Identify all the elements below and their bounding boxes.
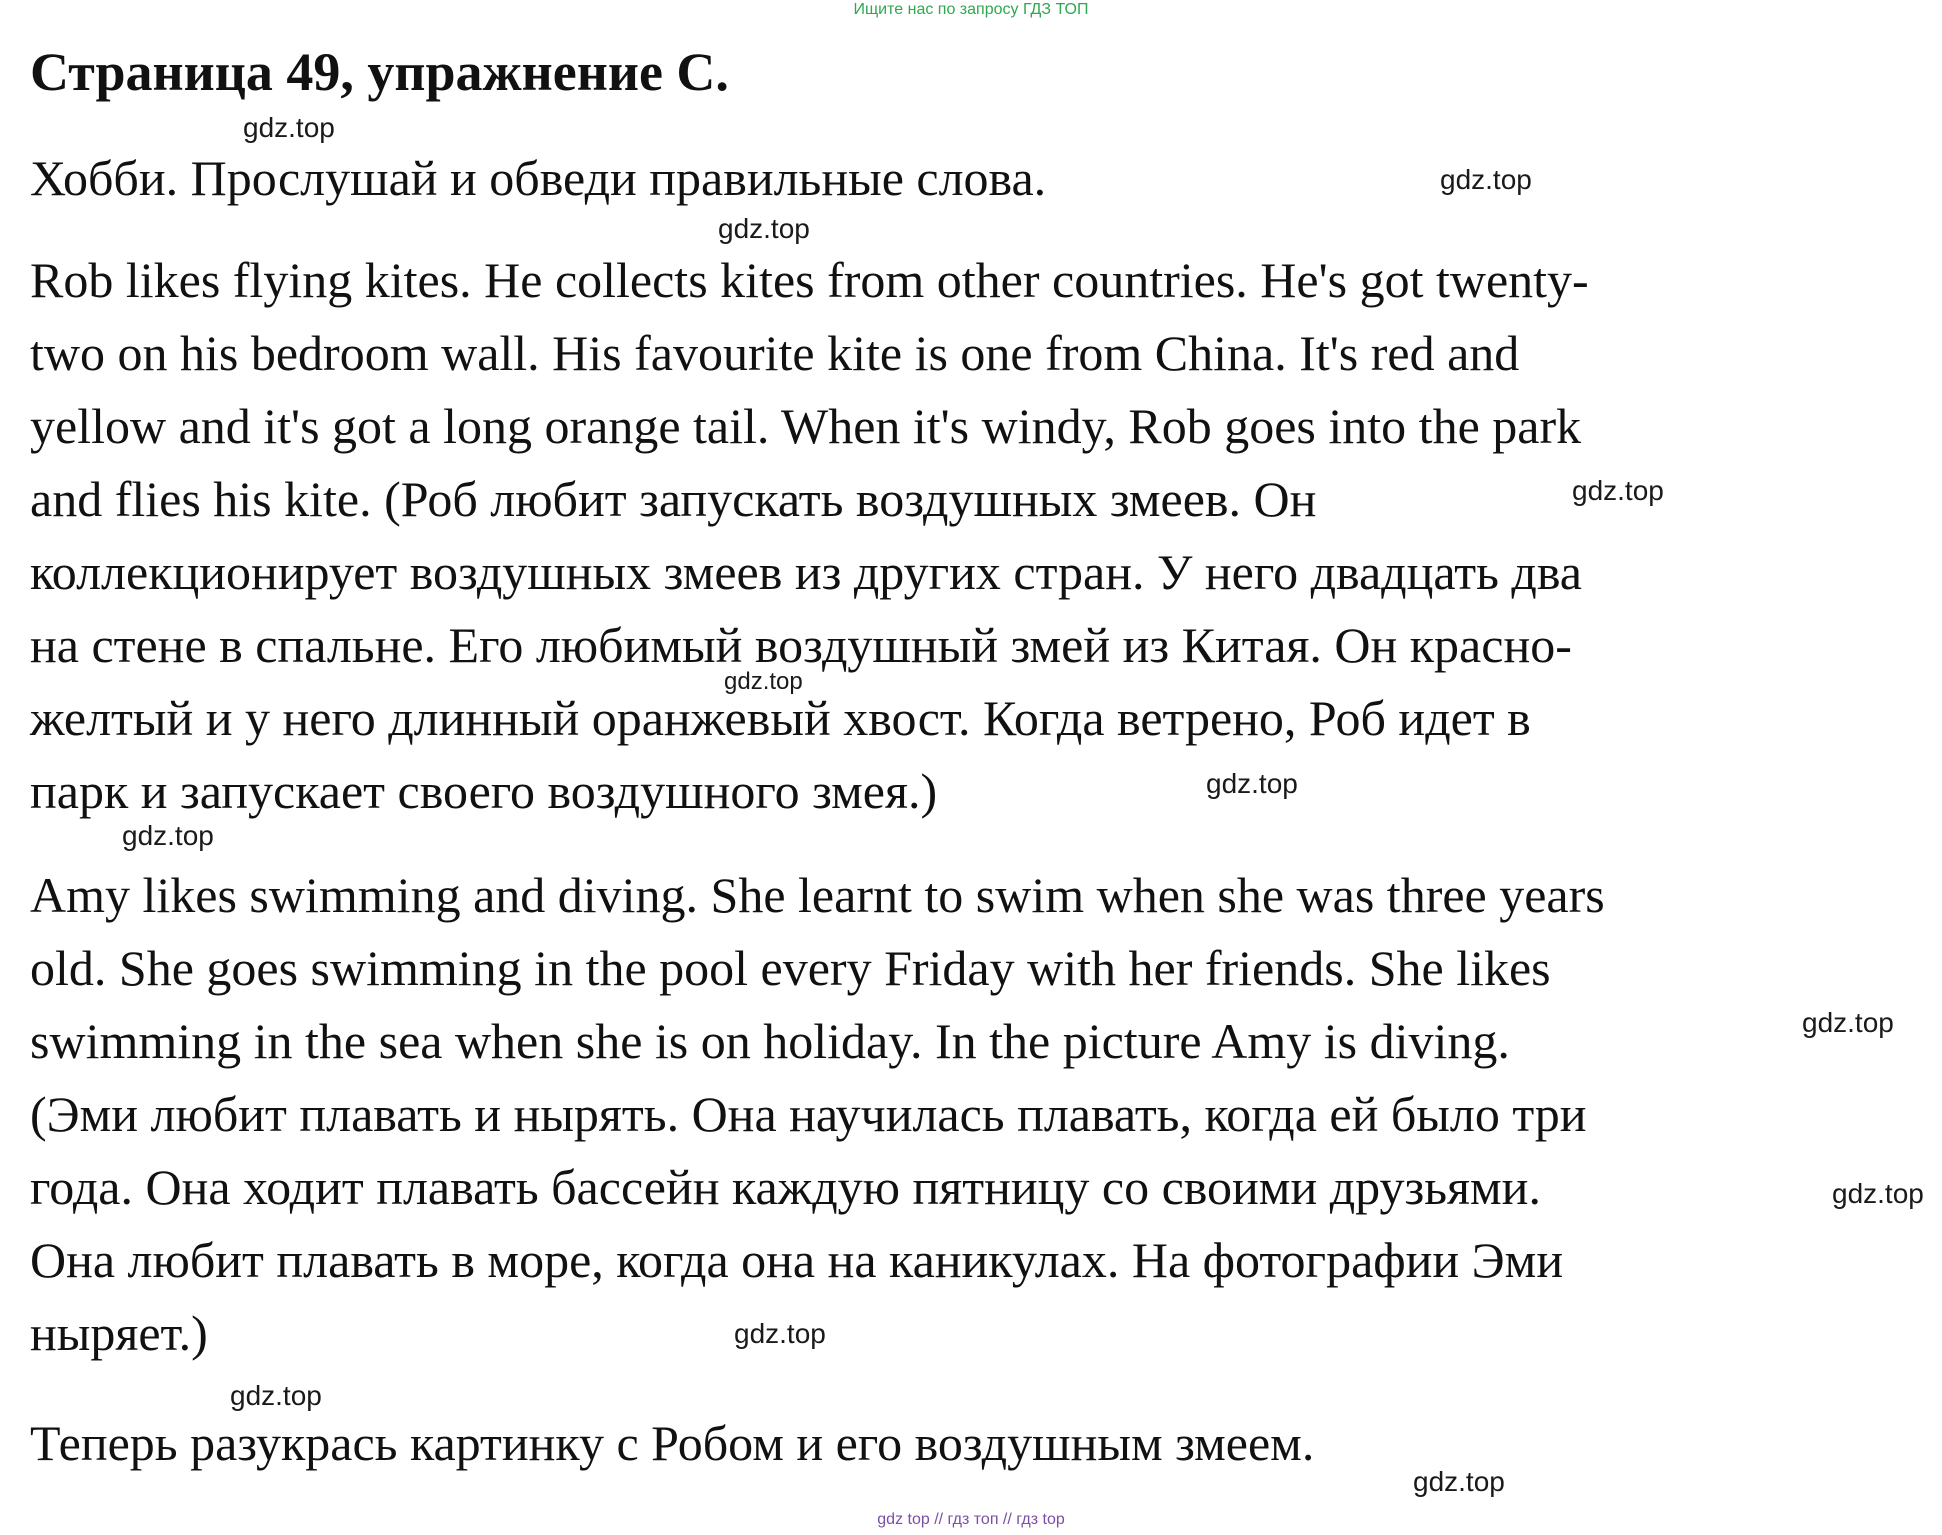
text-line: на стене в спальне. Его любимый воздушный змей из Китая. Он красно- [30,617,1572,673]
watermark: gdz.top [1206,768,1298,799]
watermark: gdz.top [243,112,335,143]
watermark: gdz.top [1440,164,1532,195]
page-title: Страница 49, упражнение C. [30,42,729,102]
text-line: года. Она ходит плавать бассейн каждую пятницу со своими друзьями. [30,1159,1541,1215]
text-line: коллекционирует воздушных змеев из других стран. У него двадцать два [30,544,1583,600]
text-line: swimming in the sea when she is on holiday. In the picture Amy is diving. [30,1013,1510,1069]
text-line: желтый и у него длинный оранжевый хвост. Когда ветрено, Роб идет в [30,690,1531,746]
text-line: Rob likes flying kites. He collects kites from other countries. He's got twenty- [30,252,1589,308]
text-line: old. She goes swimming in the pool every Friday with her friends. She likes [30,940,1551,996]
watermark: gdz.top [1413,1466,1505,1497]
watermark: gdz.top [734,1318,826,1349]
instruction: Хобби. Прослушай и обведи правильные слова. [30,150,1047,206]
text-line: and flies his kite. (Роб любит запускать воздушных змеев. Он [30,471,1317,527]
watermark: gdz.top [718,213,810,244]
watermark: gdz.top [1802,1007,1894,1038]
watermark: gdz.top [122,820,214,851]
text-line: парк и запускает своего воздушного змея.) [30,763,938,819]
watermark: gdz.top [1572,475,1664,506]
text-line: Она любит плавать в море, когда она на каникулах. На фотографии Эми [30,1232,1564,1288]
text-line: Amy likes swimming and diving. She learnt to swim when she was three years [30,867,1605,923]
watermark: gdz.top [230,1380,322,1411]
bottom-banner: gdz top // гдз топ // гдз top [877,1511,1065,1528]
watermark: gdz.top [724,668,803,695]
top-banner: Ищите нас по запросу ГДЗ ТОП [853,1,1089,18]
final-instruction: Теперь разукрась картинку с Робом и его воздушным змеем. [30,1415,1315,1471]
text-line: (Эми любит плавать и нырять. Она научилась плавать, когда ей было три [30,1086,1587,1142]
text-line: two on his bedroom wall. His favourite kite is one from China. It's red and [30,325,1520,381]
watermark: gdz.top [1832,1178,1924,1209]
text-line: ныряет.) [30,1305,208,1361]
text-line: yellow and it's got a long orange tail. When it's windy, Rob goes into the park [30,398,1582,454]
